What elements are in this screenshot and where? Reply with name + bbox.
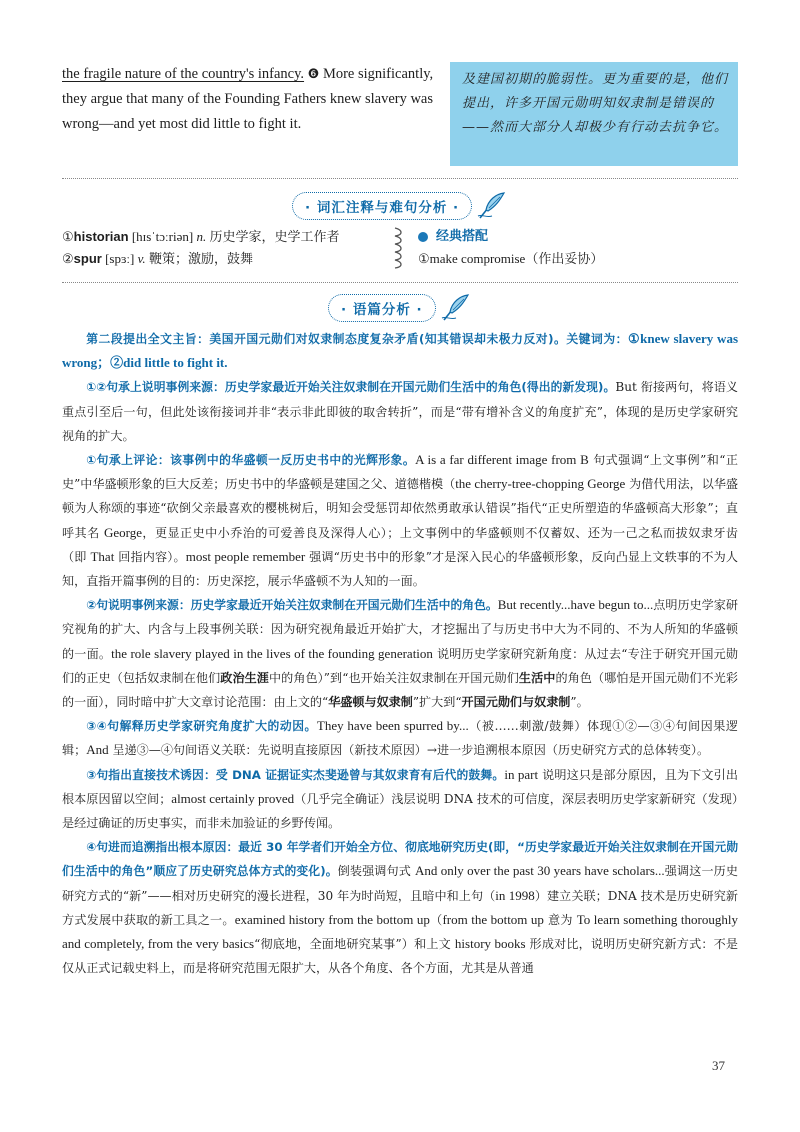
underlined-sentence: the fragile nature of the country's infancy. (62, 66, 305, 82)
paragraph-text: 说明这只是部分原因，且为下文引出根本原因留以空间； (62, 767, 738, 806)
analysis-paragraph (62, 448, 738, 593)
vocab-section-header (292, 192, 506, 220)
paragraph-text: 呈递③—④句间语义关联：先说明直接原因（新技术原因）→进一步追溯根本原因（历史研究方式的总体转变）。 (108, 743, 710, 758)
analysis-paragraph (62, 375, 738, 448)
page-number: 37 (712, 1058, 725, 1073)
vocab-number: ① (62, 229, 74, 244)
paragraph-text: 句式强调“上文事例”和“正史”中华盛顿形象的巨大反差；历史书中的华盛顿是建国之父、道德楷模（ (62, 453, 739, 492)
vocab-phonetic: [spɜː] (101, 251, 138, 266)
analysis-body (62, 327, 738, 980)
vocab-pos: v. (137, 251, 146, 266)
bold-text: 开国元勋们与奴隶制 (461, 695, 571, 710)
translation-text: 及建国初期的脆弱性。更为重要的是，他们提出，许多开国元勋明知奴隶制是错误的——然而大部分人却极少有行动去抗争它。 (462, 72, 729, 135)
bold-text: 政治生涯 (220, 670, 269, 685)
analysis-section-header (328, 294, 470, 322)
english-phrase: And (86, 742, 109, 758)
spiral-binding-icon (392, 226, 406, 272)
english-phrase: examined history from the bottom up (234, 911, 430, 927)
analysis-paragraph-summary (62, 327, 738, 375)
english-phrase: They have been spurred by... (316, 718, 469, 734)
english-phrase: in part (504, 766, 539, 782)
vocab-meaning: 鞭策；激励，鼓舞 (145, 251, 253, 266)
paragraph-text: 强调“历史书中的形象”才是深入民心的华盛顿形象，反向凸显上文轶事的不为人知，直指开篇事例的目的：历史深挖，展示华盛顿不为人知的一面。 (62, 549, 738, 589)
vocab-pos: n. (196, 229, 207, 244)
vocab-section-title: · 词汇注释与难句分析 · (292, 192, 472, 220)
collocation-item: ①make compromise（作出妥协） (418, 251, 604, 266)
paragraph-text: 强调这一历史研究方式的“新”——相对历史研究的漫长进程，30 年为时尚短，且暗中和上句（ (62, 864, 738, 903)
collocation-box (418, 226, 603, 270)
collocation-header (418, 226, 603, 248)
bold-text: 华盛顿与奴隶制 (328, 695, 413, 710)
vocab-word: spur (73, 251, 102, 266)
paragraph-text: But 衔接两句，将语义重点引至后一句，但此处该衔接词并非“表示非此即彼的取舍转折”，而是“带有增补含义的角度扩充”，体现的是历史学家研究视角的扩大。 (62, 380, 738, 443)
paragraph-text: 点明历史学家研究视角的扩大、内含与上段事例关联：因为研究视角最近开始扩大，才挖掘出了与历史书中大为不同的、不为人所知的华盛顿的一面。 (62, 598, 738, 661)
english-phrase: almost certainly proved (171, 790, 295, 806)
vocab-number: ② (62, 251, 74, 266)
english-phrase: A is a far different image from B (415, 452, 589, 468)
english-phrase: from the bottom up (442, 911, 544, 927)
english-phrase: the role slavery played in the lives of the founding generation (111, 645, 433, 661)
paragraph-text: ，更显正史中小乔治的可爱善良及深得人心）；上文事例中的华盛顿则不仅蓄奴、还为一己之私而拔奴隶牙齿（即 (62, 525, 738, 564)
paragraph-heading: ④句进而追溯指出根本原因：最近 30 年学者们开始全方位、彻底地研究历史(即，“历史学家最近开始关注奴隶制在开国元勋们生活中的角色”顺应了历史研究总体方式的变化)。 (62, 840, 738, 879)
bullet-icon (418, 232, 428, 242)
english-phrase: George (103, 524, 142, 540)
paragraph-text: “彻底地，全面地研究某事”）和上文 (254, 937, 455, 952)
paragraph-text: （几乎完全确证）浅层说明 DNA 技术的可信度，深层表明历史学家新研究（发现）是经过确证的历史事实，而非未加验证的乡野传闻。 (62, 791, 738, 831)
summary-keywords: ①knew slavery was wrong；②did little to fight it. (62, 331, 738, 371)
summary-text: 第二段提出全文主旨：美国开国元勋们对奴隶制态度复杂矛盾(知其错误却未极力反对)。关键词为： (86, 332, 628, 346)
paragraph-text: ”。 (570, 695, 589, 710)
vocab-meaning: 历史学家，史学工作者 (206, 229, 340, 244)
english-phrase: most people remember (185, 548, 306, 564)
paragraph-text: 形成对比，说明历史研究新方式：不是仅从正式记载史料上，而是将研究范围无限扩大，从各个角度、各个方面，尤其是从普通 (62, 937, 738, 976)
english-phrase: history books (454, 936, 526, 952)
paragraph-text: （被……刺激/鼓舞）体现①②—③④句间因果逻辑； (62, 719, 739, 758)
english-phrase: the cherry-tree-chopping George (455, 476, 626, 492)
paragraph-text: 意为 (543, 912, 577, 927)
quill-icon (476, 192, 506, 220)
english-phrase: in 1998 (495, 887, 535, 903)
divider (62, 282, 738, 283)
vocab-word: historian (73, 229, 129, 244)
paragraph-text: ）建立关联；DNA 技术是历史研究新方式发展中获取的新工具之一。 (62, 888, 738, 927)
paragraph-text: 中的角色）”到“也开始关注奴隶制在开国元勋们 (268, 670, 519, 685)
quill-icon (440, 294, 470, 322)
paragraph-text: 说明历史学家研究新角度：从过去“专注于研究开国元勋们的正史（包括奴隶制在他们 (62, 646, 738, 685)
analysis-paragraph (62, 835, 738, 980)
paragraph-heading: ①②句承上说明事例来源：历史学家最近开始关注奴隶制在开国元勋们生活中的角色(得出的新发现)。 (86, 380, 616, 395)
bold-text: 生活中 (518, 670, 556, 685)
paragraph-text: 为借代用法，以华盛顿为人称颂的事迹“砍倒父亲最喜欢的樱桃树后，明知会受惩罚却依然勇敢承认错误”指代“正史所塑造的华盛顿高大形象”；直呼其名 (62, 477, 739, 540)
paragraph-heading: ③④句解释历史学家研究角度扩大的动因。 (86, 719, 317, 734)
english-phrase: To learn something thoroughly and completely, from the very basics (62, 911, 738, 952)
paragraph-heading: ①句承上评论：该事例中的华盛顿一反历史书中的光辉形象。 (86, 453, 416, 468)
analysis-paragraph (62, 763, 738, 836)
paragraph-text: （ (429, 912, 443, 927)
analysis-paragraph (62, 593, 738, 714)
divider (62, 178, 738, 179)
paragraph-text: ”扩大到“ (412, 695, 462, 710)
paragraph-heading: ②句说明事例来源：历史学家最近开始关注奴隶制在开国元勋们生活中的角色。 (86, 598, 498, 613)
translation-box (450, 62, 738, 166)
paragraph-text: 回指内容）。 (114, 549, 186, 564)
paragraph-text: 的角色（哪怕是开国元勋们不光彩的一面），同时暗中扩大文章讨论范围：由上文的“ (62, 670, 738, 710)
collocation-title: 经典搭配 (436, 229, 489, 244)
vocab-list (62, 226, 339, 270)
sentence-marker: ❻ (307, 67, 320, 82)
passage-text (62, 62, 450, 137)
vocab-item (62, 226, 339, 248)
vocab-phonetic: [hɪsˈtɔːriən] (128, 229, 197, 244)
paragraph-text: 倒装强调句式 (337, 864, 415, 879)
analysis-paragraph (62, 714, 738, 762)
paragraph-heading: ③句指出直接技术诱因：受 DNA 证据证实杰斐逊曾与其奴隶育有后代的鼓舞。 (86, 767, 505, 782)
vocab-item (62, 248, 339, 270)
passage-continuation: More significantly, they argue that many of the Founding Fathers knew slavery was wrong—and yet most did little to fight it. (62, 66, 434, 132)
analysis-section-title: · 语篇分析 · (328, 294, 436, 322)
english-phrase: That (90, 548, 115, 564)
english-phrase: But recently...have begun to... (497, 597, 654, 613)
english-phrase: And only over the past 30 years have scholars... (414, 863, 665, 879)
